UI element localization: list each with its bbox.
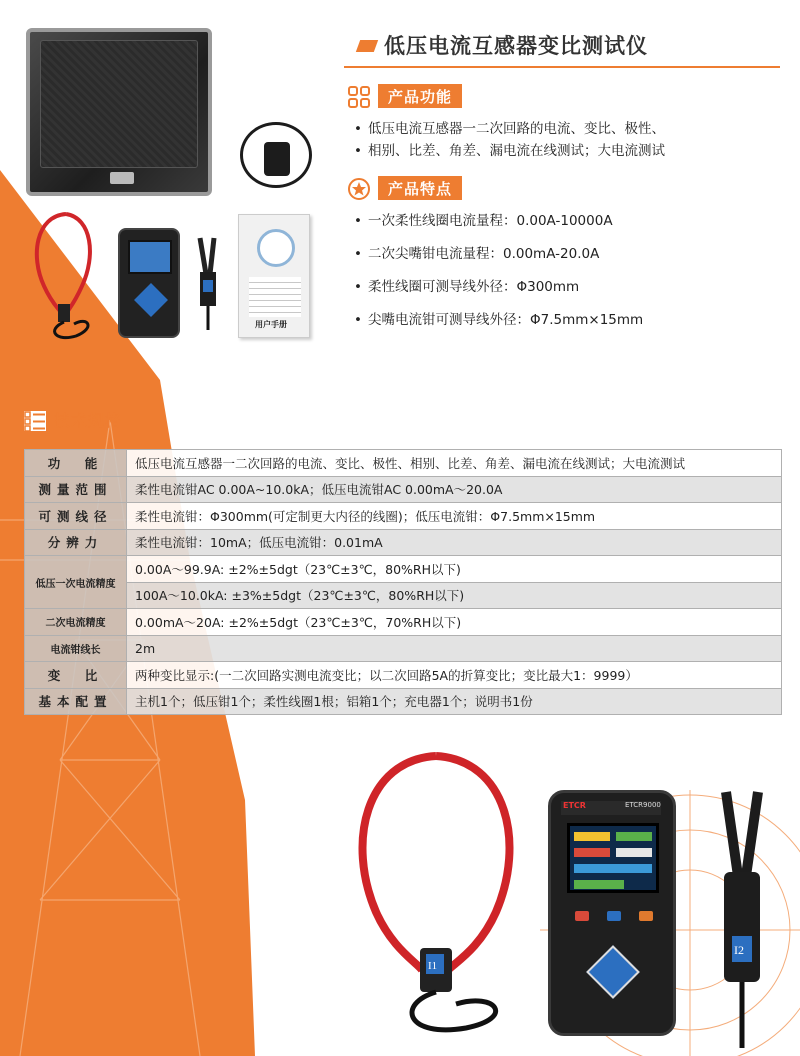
features-item: • 二次尖嘴钳电流量程：0.00mA-20.0A xyxy=(354,243,784,265)
spec-value: 100A～10.0kA: ±3%±5dgt（23℃±3℃，80%RH以下) xyxy=(127,582,782,609)
case-lock xyxy=(110,172,134,184)
meter-photo-small xyxy=(118,228,180,338)
features-heading xyxy=(348,176,548,202)
table-row xyxy=(25,450,782,477)
flexible-coil-photo xyxy=(336,742,536,1042)
features-item: • 柔性线圈可测导线外径：Φ300mm xyxy=(354,276,784,298)
table-row xyxy=(25,609,782,636)
clamp-photo xyxy=(704,786,780,1048)
spec-key: 基本配置 xyxy=(25,688,127,715)
meter-model: ETCR9000 xyxy=(625,801,661,809)
meter-orange-button xyxy=(639,911,653,921)
table-row xyxy=(25,635,782,662)
functions-heading xyxy=(348,84,548,110)
specs-heading xyxy=(24,408,224,434)
star-icon xyxy=(348,178,370,200)
table-row xyxy=(25,503,782,530)
clamp-photo-small xyxy=(192,234,222,330)
spec-value: 低压电流互感器一二次回路的电流、变比、极性、相别、比差、角差、漏电流在线测试；大电流测试 xyxy=(127,450,782,477)
spec-key: 低压一次电流精度 xyxy=(25,556,127,609)
meter-keypad xyxy=(586,945,640,999)
spec-key: 变 比 xyxy=(25,662,127,689)
manual-label: 用户手册 xyxy=(255,320,287,329)
meter-photo xyxy=(548,790,676,1036)
spec-value: 2m xyxy=(127,635,782,662)
charger-brick xyxy=(264,142,290,176)
functions-list xyxy=(354,118,784,162)
table-row xyxy=(25,688,782,715)
meter-red-button xyxy=(575,911,589,921)
cd-disc xyxy=(257,229,295,267)
title-bar xyxy=(344,28,780,68)
clamp-tag: I2 xyxy=(734,943,744,957)
spec-value: 0.00A～99.9A: ±2%±5dgt（23℃±3℃，80%RH以下) xyxy=(127,556,782,583)
spec-value: 柔性电流钳：Φ300mm(可定制更大内径的线圈)；低压电流钳：Φ7.5mm×15mm xyxy=(127,503,782,530)
meter-brand: ETCR xyxy=(563,801,586,810)
page-title: 低压电流互感器变比测试仪 xyxy=(384,34,648,58)
functions-label: 产品功能 xyxy=(378,84,462,108)
features-item: • 一次柔性线圈电流量程：0.00A-10000A xyxy=(354,210,784,232)
spec-key: 测量范围 xyxy=(25,476,127,503)
charger-photo xyxy=(234,118,318,196)
spec-key: 分辨力 xyxy=(25,529,127,556)
spec-value: 主机1个；低压钳1个；柔性线圈1根；铝箱1个；充电器1个；说明书1份 xyxy=(127,688,782,715)
table-row xyxy=(25,556,782,583)
flexible-coil-photo-small xyxy=(26,206,104,346)
meter-blue-button xyxy=(607,911,621,921)
spec-key: 可测线径 xyxy=(25,503,127,530)
spec-key: 电流钳线长 xyxy=(25,635,127,662)
table-row xyxy=(25,529,782,556)
manual-text-lines xyxy=(249,277,301,317)
spec-value: 0.00mA～20A: ±2%±5dgt（23℃±3℃，70%RH以下) xyxy=(127,609,782,636)
spec-value: 两种变比显示:(一二次回路实测电流变比；以二次回路5A的折算变比；变比最大1：9999） xyxy=(127,662,782,689)
meter-screen xyxy=(567,823,659,893)
user-manual-photo xyxy=(238,214,310,338)
aluminum-case-photo xyxy=(26,28,212,196)
functions-item: • 相别、比差、角差、漏电流在线测试；大电流测试 xyxy=(354,140,784,162)
spec-value: 柔性电流钳AC 0.00A~10.0kA；低压电流钳AC 0.00mA～20.0A xyxy=(127,476,782,503)
features-item: • 尖嘴电流钳可测导线外径：Φ7.5mm×15mm xyxy=(354,309,784,331)
spec-table xyxy=(24,449,782,715)
spec-key: 二次电流精度 xyxy=(25,609,127,636)
title-accent-mark xyxy=(356,40,378,52)
coil-tag: I1 xyxy=(428,960,438,972)
table-row xyxy=(25,662,782,689)
checklist-icon xyxy=(24,410,46,432)
features-list xyxy=(354,210,784,331)
meter-screen-small xyxy=(128,240,172,274)
functions-item: • 低压电流互感器一二次回路的电流、变比、极性、 xyxy=(354,118,784,140)
table-row xyxy=(25,476,782,503)
spec-key: 功 能 xyxy=(25,450,127,477)
spec-value: 柔性电流钳：10mA；低压电流钳：0.01mA xyxy=(127,529,782,556)
case-lid xyxy=(40,40,198,168)
grid-icon xyxy=(348,86,370,108)
table-row xyxy=(25,582,782,609)
specs-label: 技术规格 xyxy=(54,411,123,430)
features-label: 产品特点 xyxy=(378,176,462,200)
meter-keypad-small xyxy=(134,283,168,317)
